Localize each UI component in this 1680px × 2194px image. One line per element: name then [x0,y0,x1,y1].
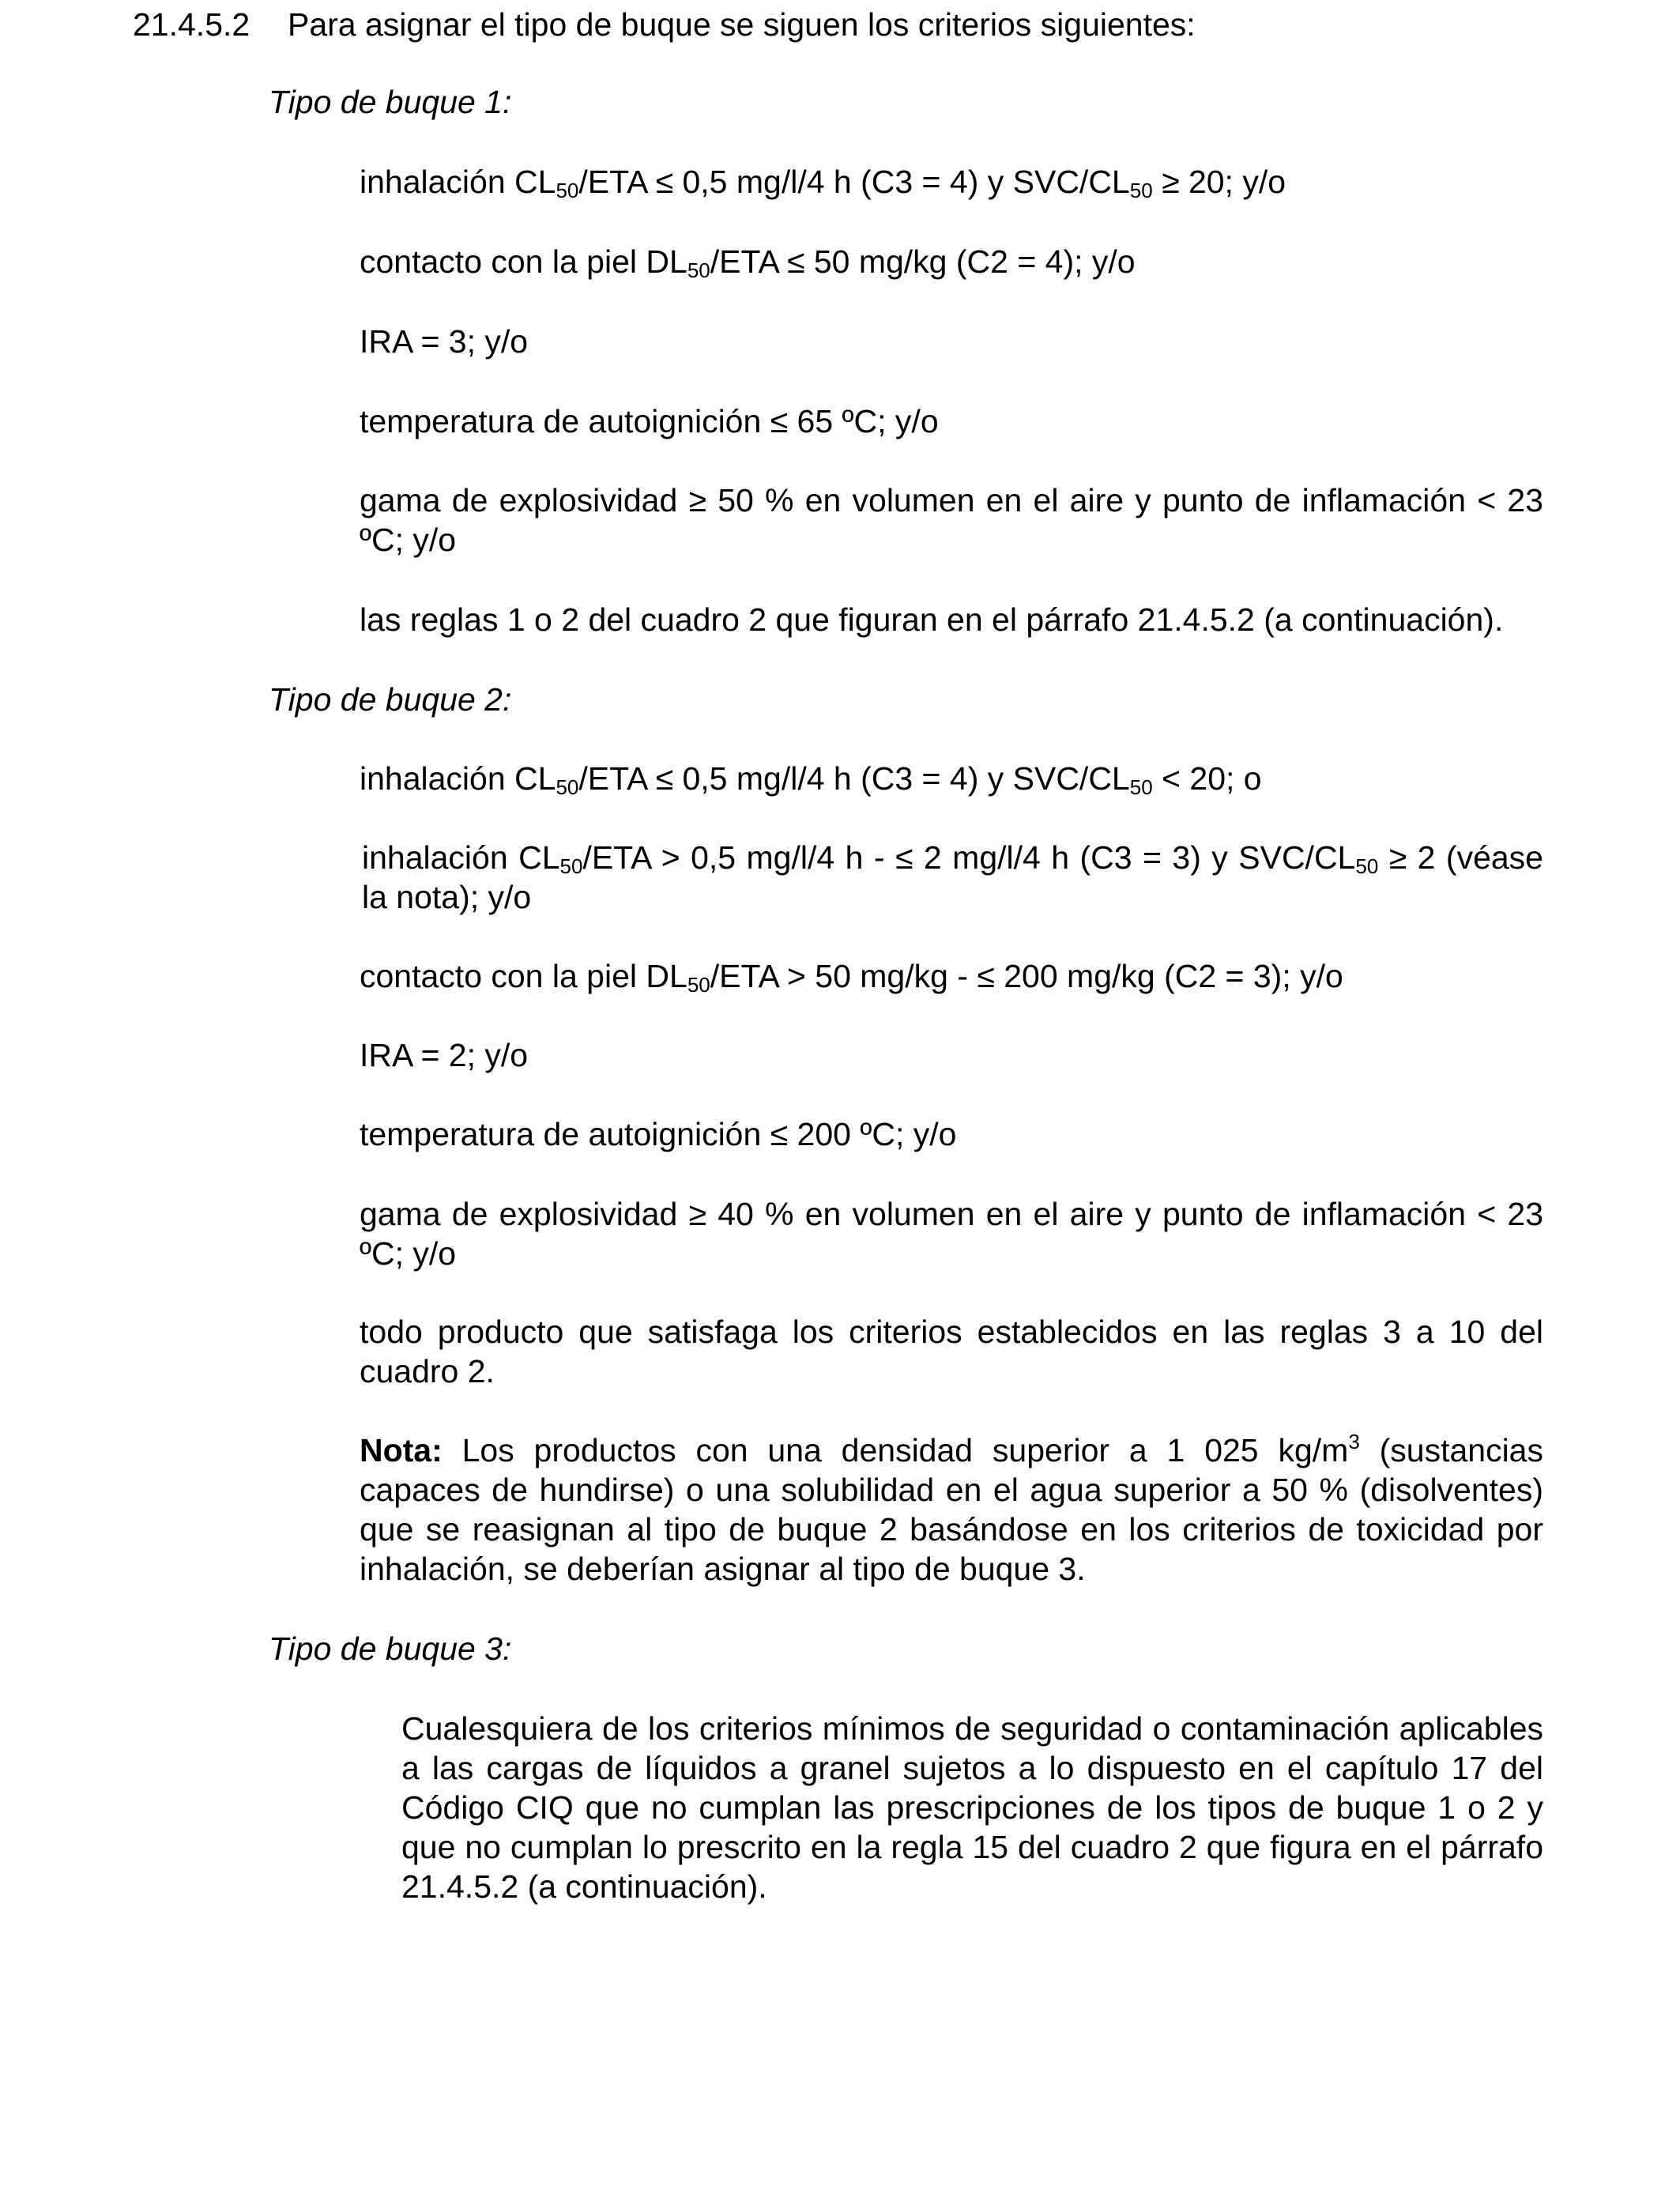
type2-skin-criterion [360,956,1543,996]
superscript: 3 [1348,1430,1360,1453]
type1-explosivity-criterion: gama de explosividad ≥ 50 % en volumen en el aire y punto de inflamación < 23 ºC; y/o [360,482,1543,558]
text-run: /ETA ≤ 0,5 mg/l/4 h (C3 = 4) y SVC/CL [578,760,1130,797]
subscript: 50 [687,973,710,997]
type1-rules-criterion: las reglas 1 o 2 del cuadro 2 que figuran en el párrafo 21.4.5.2 (a continuación). [360,601,1504,638]
text-run: /ETA ≤ 50 mg/kg (C2 = 4); y/o [710,243,1136,280]
subscript: 50 [687,258,710,282]
type2-inhalation-criterion-1 [360,759,1543,798]
subscript: 50 [559,854,583,878]
subscript: 50 [1129,179,1153,202]
type2-explosivity-criterion: gama de explosividad ≥ 40 % en volumen en el aire y punto de inflamación < 23 ºC; y/o [360,1196,1543,1272]
text-run: inhalación CL [360,760,556,797]
subscript: 50 [1129,775,1153,799]
subscript: 50 [556,179,579,202]
text-run: contacto con la piel DL [360,243,687,280]
section-number: 21.4.5.2 [133,6,250,43]
text-run: (sustancias capaces de hundirse) o una solubilidad en el agua superior a 50 % (disolventes) que se reasignan al tipo de buque 2 basándose en los criterios de toxicidad por inhalación, se deberían asignar al tipo de buque 3. [360,1432,1543,1587]
text-run: Los productos con una densidad superior a 1 025 kg/m [442,1432,1349,1468]
type1-ira-criterion: IRA = 3; y/o [360,323,529,360]
type2-product-criterion: todo producto que satisfaga los criterios establecidos en las reglas 3 a 10 del cuadro 2. [360,1314,1543,1389]
text-run: inhalación CL [362,839,560,876]
subscript: 50 [1355,854,1379,878]
note-label: Nota: [360,1432,443,1468]
type2-inhalation-criterion-2 [362,838,1543,917]
text-run: /ETA ≤ 0,5 mg/l/4 h (C3 = 4) y SVC/CL [578,164,1130,200]
type1-skin-criterion [360,242,1543,281]
text-run: < 20; o [1152,760,1262,797]
ship-type-3-label: Tipo de buque 3: [269,1630,512,1667]
type1-inhalation-criterion [360,162,1543,202]
text-run: contacto con la piel DL [360,958,687,994]
subscript: 50 [556,775,579,799]
text-run: inhalación CL [360,164,556,200]
ship-type-1-label: Tipo de buque 1: [269,84,512,120]
type2-autoignition-criterion: temperatura de autoignición ≤ 200 ºC; y/o [360,1116,957,1152]
text-run: /ETA > 0,5 mg/l/4 h - ≤ 2 mg/l/4 h (C3 = 3) y SVC/CL [582,839,1356,876]
ship-type-2-label: Tipo de buque 2: [269,681,512,718]
type2-ira-criterion: IRA = 2; y/o [360,1037,529,1073]
section-heading-text: Para asignar el tipo de buque se siguen los criterios siguientes: [288,6,1196,43]
section-heading [133,5,1196,44]
type2-note [360,1431,1543,1589]
text-run: ≥ 20; y/o [1152,164,1286,200]
type1-autoignition-criterion: temperatura de autoignición ≤ 65 ºC; y/o [360,403,939,439]
text-run: ≥ 2 (véase la nota); y/o [362,839,1543,915]
text-run: /ETA > 50 mg/kg - ≤ 200 mg/kg (C2 = 3); y/o [710,958,1343,994]
type3-criteria-text: Cualesquiera de los criterios mínimos de seguridad o contaminación aplicables a las cargas de líquidos a granel sujetos a lo dispuesto en el capítulo 17 del Código CIQ que no cumplan las prescripciones de los tipos de buque 1 o 2 y que no cumplan lo prescrito en la regla 15 del cuadro 2 que figura en el párrafo 21.4.5.2 (a continuación). [401,1710,1543,1905]
